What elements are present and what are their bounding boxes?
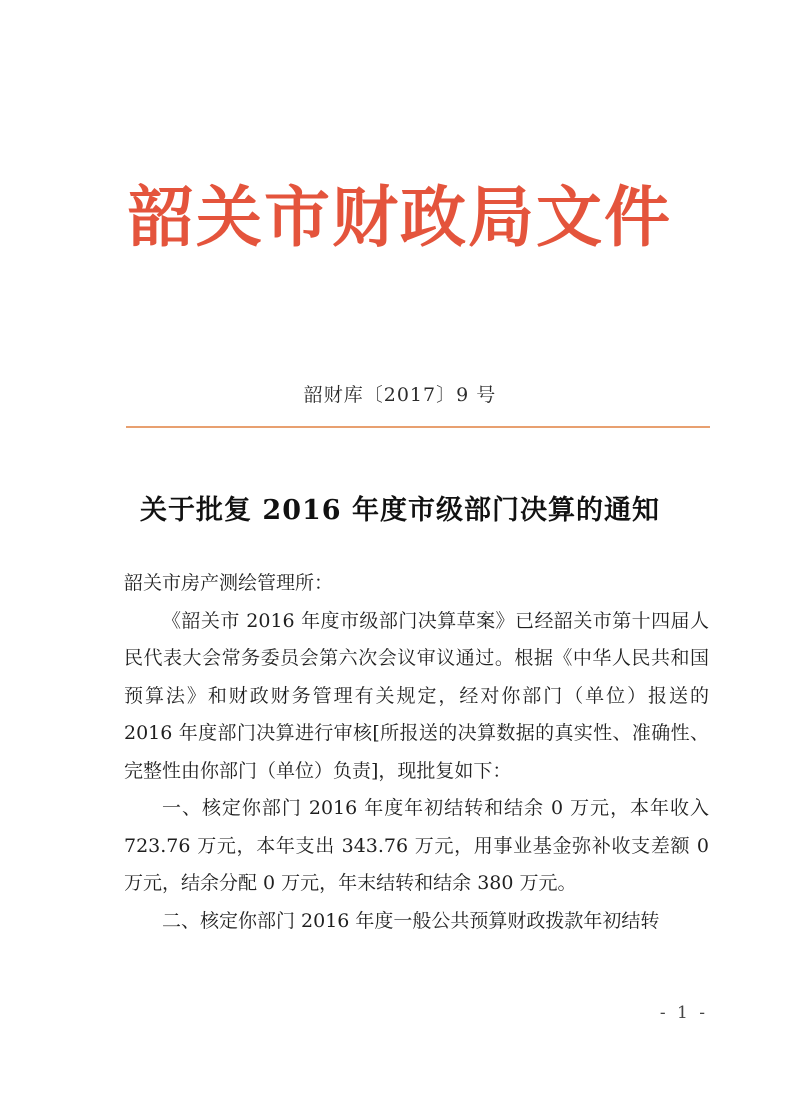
body-paragraph: 一、核定你部门 2016 年度年初结转和结余 0 万元，本年收入 723.76 万元，本年支出 343.76 万元，用事业基金弥补收支差额 0 万元，结余分配 0 万元，年末结转和结余 380 万元。 bbox=[124, 797, 709, 894]
document-header-title: 韶关市财政局文件 bbox=[128, 179, 672, 256]
header-divider-rule bbox=[126, 426, 710, 428]
body-paragraph: 二、核定你部门 2016 年度一般公共预算财政拨款年初结转 bbox=[162, 909, 660, 932]
notice-title: 关于批复 2016 年度市级部门决算的通知 bbox=[140, 495, 660, 526]
recipient-line: 韶关市房产测绘管理所： bbox=[124, 572, 334, 594]
body-paragraph: 《韶关市 2016 年度市级部门决算草案》已经韶关市第十四届人民代表大会常务委员会第六次会议审议通过。根据《中华人民共和国预算法》和财政财务管理有关规定，经对你部门（单位）报送的 2016 年度部门决算进行审核[所报送的决算数据的真实性、准确性、完整性由你部门（单位）负责]，现批复如下： bbox=[124, 609, 709, 782]
page-number: - 1 - bbox=[659, 1003, 708, 1023]
document-number: 韶财库〔2017〕9 号 bbox=[303, 384, 497, 406]
document-body bbox=[124, 565, 709, 940]
